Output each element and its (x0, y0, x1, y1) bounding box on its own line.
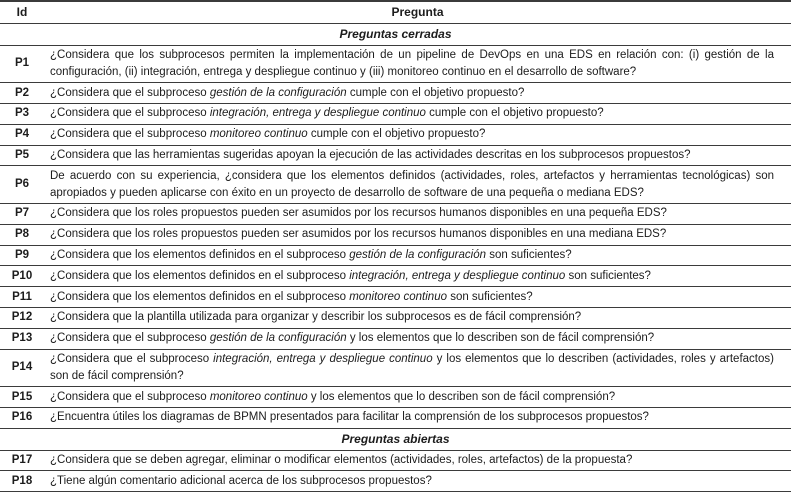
question-segment: ¿Considera que los elementos definidos en el subproceso (50, 269, 350, 282)
question-text (44, 124, 791, 145)
question-segment: ¿Considera que las herramientas sugeridas apoyan la ejecución de las actividades descritas en los subprocesos propuestos? (50, 149, 691, 162)
question-segment: ¿Encuentra útiles los diagramas de BPMN presentados para facilitar la comprensión de los subprocesos propuestos? (50, 411, 649, 424)
question-text (44, 328, 791, 349)
table-row (0, 45, 791, 83)
subprocess-term: gestión de la configuración (209, 332, 347, 345)
question-segment: ¿Considera que la plantilla utilizada para organizar y describir los subprocesos es de fácil comprensión? (50, 311, 582, 324)
question-segment: ¿Considera que los elementos definidos en el subproceso (50, 290, 350, 303)
question-text (44, 83, 791, 104)
question-id: P6 (0, 166, 44, 204)
table-row (0, 307, 791, 328)
question-id: P14 (0, 349, 44, 387)
question-id: P13 (0, 328, 44, 349)
question-id: P15 (0, 387, 44, 408)
question-text (44, 407, 791, 428)
table-row (0, 287, 791, 308)
table-head (0, 1, 791, 23)
table-row (0, 471, 791, 492)
subprocess-term: integración, entrega y despliegue continuo (213, 353, 433, 366)
question-text (44, 266, 791, 287)
question-id: P7 (0, 203, 44, 224)
question-segment: ¿Considera que se deben agregar, eliminar o modificar elementos (actividades, roles, artefactos) de la propuesta? (50, 454, 633, 467)
question-segment: son suficientes? (565, 269, 651, 282)
question-segment: ¿Considera que los roles propuestos pueden ser asumidos por los recursos humanos disponibles en una mediana EDS? (50, 228, 667, 241)
question-text (44, 103, 791, 124)
question-id: P12 (0, 307, 44, 328)
question-id: P9 (0, 245, 44, 266)
question-text (44, 450, 791, 471)
table-row (0, 245, 791, 266)
question-segment: cumple con el objetivo propuesto? (425, 107, 604, 120)
section-row (0, 428, 791, 450)
table-row (0, 349, 791, 387)
question-segment: ¿Considera que el subproceso (50, 86, 210, 99)
question-segment: son suficientes? (447, 290, 533, 303)
question-text (44, 245, 791, 266)
subprocess-term: gestión de la configuración (349, 249, 487, 262)
question-text (44, 307, 791, 328)
table-row (0, 450, 791, 471)
subprocess-term: integración, entrega y despliegue continuo (209, 107, 426, 120)
question-id: P18 (0, 471, 44, 492)
question-id: P2 (0, 83, 44, 104)
subprocess-term: monitoreo continuo (209, 128, 308, 141)
subprocess-term: monitoreo continuo (209, 390, 308, 403)
question-segment: ¿Considera que el subproceso (50, 332, 210, 345)
table-row (0, 328, 791, 349)
question-segment: ¿Considera que el subproceso (50, 353, 214, 366)
question-id: P4 (0, 124, 44, 145)
table-row (0, 83, 791, 104)
table-row (0, 166, 791, 204)
question-segment: y los elementos que lo describen son de fácil comprensión? (346, 332, 655, 345)
question-text (44, 471, 791, 492)
question-text (44, 45, 791, 83)
column-header-pregunta: Pregunta (44, 1, 791, 23)
question-segment: y los elementos que lo describen son de fácil comprensión? (307, 390, 616, 403)
question-text (44, 224, 791, 245)
question-segment: ¿Considera que los roles propuestos pueden ser asumidos por los recursos humanos disponibles en una pequeña EDS? (50, 207, 667, 220)
question-id: P5 (0, 145, 44, 166)
question-id: P11 (0, 287, 44, 308)
question-segment: ¿Considera que el subproceso (50, 128, 210, 141)
question-text (44, 287, 791, 308)
column-header-id: Id (0, 1, 44, 23)
question-text (44, 145, 791, 166)
question-text (44, 387, 791, 408)
table-body (0, 23, 791, 491)
question-id: P16 (0, 407, 44, 428)
section-row (0, 23, 791, 45)
table-row (0, 266, 791, 287)
question-id: P10 (0, 266, 44, 287)
question-segment: son suficientes? (486, 249, 572, 262)
table-row (0, 103, 791, 124)
question-segment: ¿Considera que el subproceso (50, 390, 210, 403)
question-segment: ¿Considera que el subproceso (50, 107, 210, 120)
question-segment: cumple con el objetivo propuesto? (307, 128, 486, 141)
table-row (0, 407, 791, 428)
question-segment: ¿Considera que los subprocesos permiten la implementación de un pipeline de DevOps en una EDS en relación con: (i) gestión de la configuración, (ii) integración, entrega y despliegue continuo y (iii) monitoreo continuo en el desarrollo de software? (50, 49, 774, 78)
question-segment: cumple con el objetivo propuesto? (346, 86, 525, 99)
question-segment: y los elementos que lo describen (actividades, roles y artefactos) son de fácil comprensión? (50, 353, 774, 382)
subprocess-term: integración, entrega y despliegue continuo (349, 269, 566, 282)
table-row (0, 387, 791, 408)
question-text (44, 349, 791, 387)
question-id: P3 (0, 103, 44, 124)
table-row (0, 145, 791, 166)
section-header: Preguntas cerradas (0, 23, 791, 45)
subprocess-term: monitoreo continuo (349, 290, 447, 303)
table-row (0, 124, 791, 145)
question-text (44, 166, 791, 204)
question-segment: ¿Tiene algún comentario adicional acerca de los subprocesos propuestos? (50, 474, 432, 487)
section-header: Preguntas abiertas (0, 428, 791, 450)
question-id: P17 (0, 450, 44, 471)
subprocess-term: gestión de la configuración (209, 86, 347, 99)
question-text (44, 203, 791, 224)
table-row (0, 224, 791, 245)
header-row (0, 1, 791, 23)
question-segment: ¿Considera que los elementos definidos en el subproceso (50, 249, 350, 262)
table-row (0, 203, 791, 224)
question-id: P8 (0, 224, 44, 245)
question-id: P1 (0, 45, 44, 83)
question-segment: De acuerdo con su experiencia, ¿considera que los elementos definidos (actividades, roles, artefactos y herramientas tecnológicas) son apropiados y pueden aplicarse con éxito en un proyecto de desarrollo de software de una pequeña o mediana EDS? (50, 169, 774, 199)
